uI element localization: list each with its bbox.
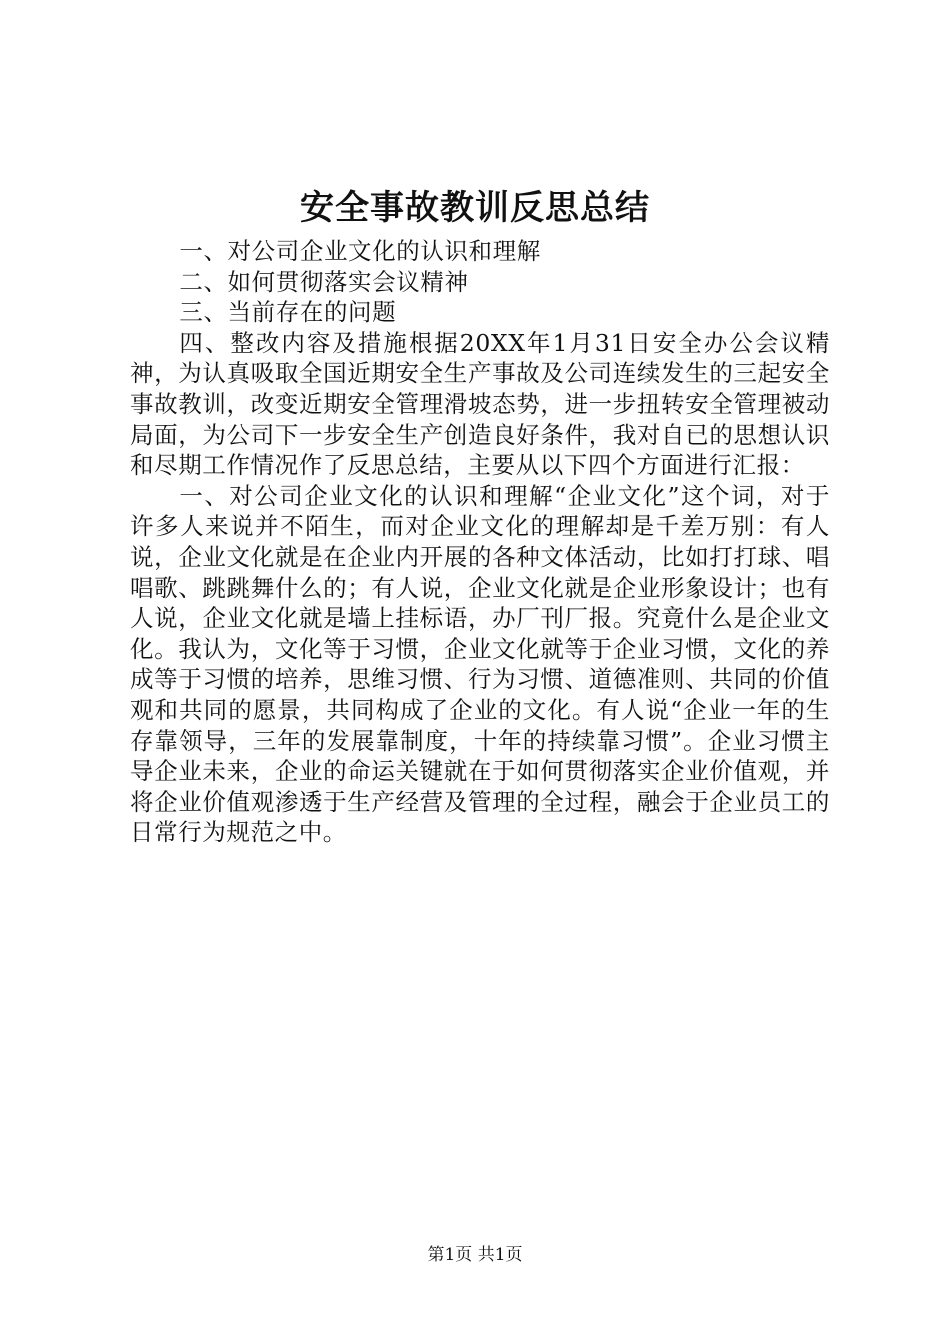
paragraph-4: 四、整改内容及措施根据20XX年1月31日安全办公会议精神，为认真吸取全国近期安全生产事故及公司连续发生的三起安全事故教训，改变近期安全管理滑坡态势，进一步扭转安全管理被动局面，为公司下一步安全生产创造良好条件，我对自已的思想认识和尽期工作情况作了反思总结，主要从以下四个方面进行汇报： bbox=[130, 328, 830, 480]
document-body bbox=[130, 236, 830, 848]
document-title: 安全事故教训反思总结 bbox=[300, 188, 650, 228]
paragraph-3: 三、当前存在的问题 bbox=[179, 298, 397, 327]
paragraph-1: 一、对公司企业文化的认识和理解 bbox=[179, 237, 541, 265]
paragraph-5: 一、对公司企业文化的认识和理解“企业文化”这个词，对于许多人来说并不陌生，而对企业文化的理解却是千差万别：有人说，企业文化就是在企业内开展的各种文体活动，比如打打球、唱唱歌、跳跳舞什么的；有人说，企业文化就是企业形象设计；也有人说，企业文化就是墙上挂标语，办厂刊厂报。究竟什么是企业文化。我认为，文化等于习惯，企业文化就等于企业习惯，文化的养成等于习惯的培养，思维习惯、行为习惯、道德准则、共同的价值观和共同的愿景，共同构成了企业的文化。有人说“企业一年的生存靠领导，三年的发展靠制度，十年的持续靠习惯”。企业习惯主导企业未来，企业的命运关键就在于如何贯彻落实企业价值观，并将企业价值观渗透于生产经营及管理的全过程，融会于企业员工的日常行为规范之中。 bbox=[130, 481, 830, 847]
page-footer: 第1页 共1页 bbox=[427, 1245, 523, 1265]
paragraph-2: 二、如何贯彻落实会议精神 bbox=[179, 267, 469, 296]
